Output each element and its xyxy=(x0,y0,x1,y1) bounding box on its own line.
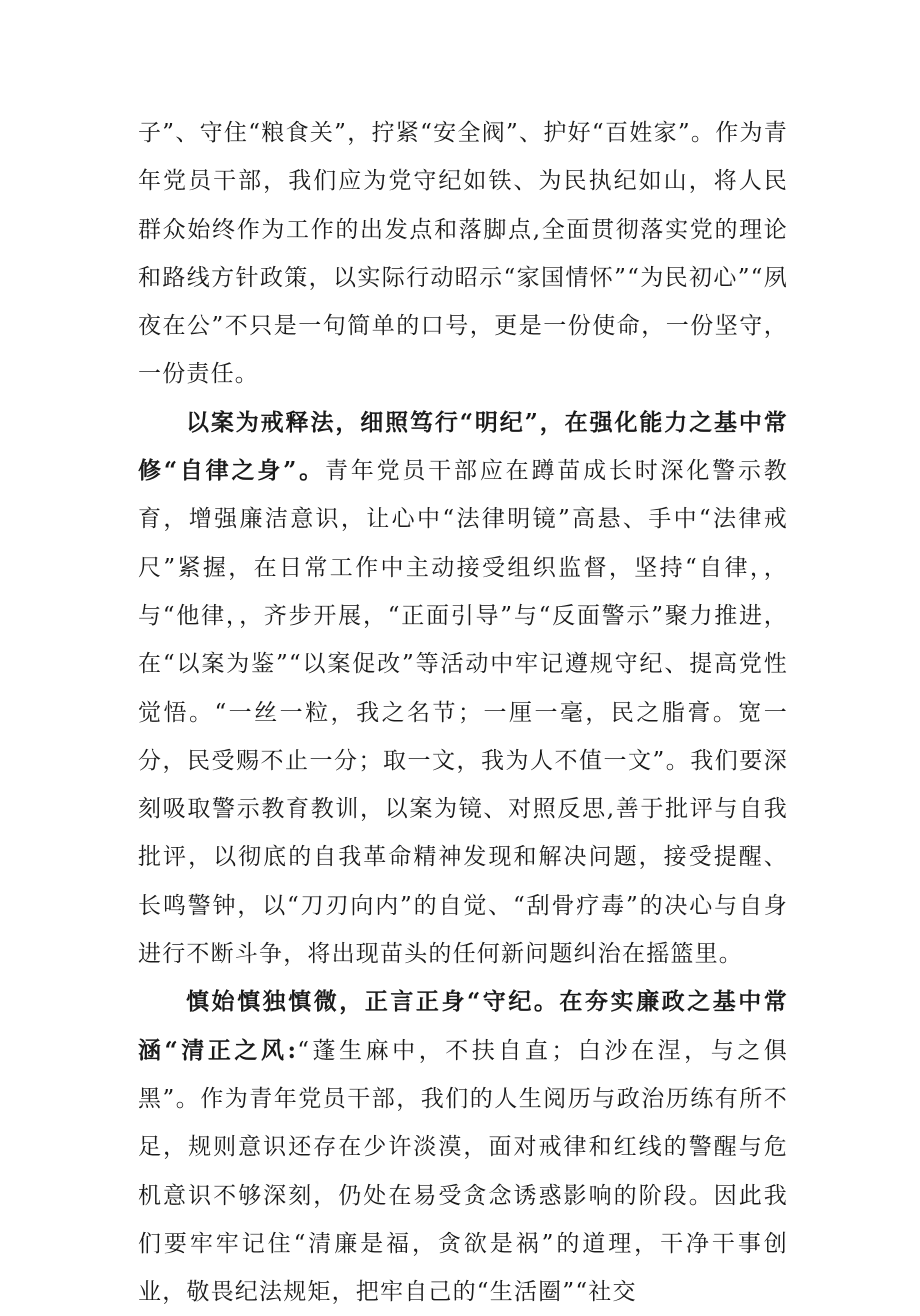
paragraph-text: 青年党员干部应在蹲苗成长时深化警示教育，增强廉洁意识，让心中“法律明镜”高悬、手中“法律戒尺”紧握，在日常工作中主动接受组织监督，坚持“自律，，与“他律，，齐步开展，“正面引导”与“反面警示”聚力推进，在“以案为鉴”“以案促改”等活动中牢记遵规守纪、提高党性觉悟。“一丝一粒，我之名节；一厘一毫，民之脂膏。宽一分，民受赐不止一分；取一文，我为人不值一文”。我们要深刻吸取警示教育教训，以案为镜、对照反思,善于批评与自我批评，以彻底的自我革命精神发现和解决问题，接受提醒、长鸣警钟，以“刀刃向内”的自觉、“刮骨疗毒”的决心与自身进行不断斗争，将出现苗头的任何新问题纠治在摇篮里。 xyxy=(138,458,788,968)
paragraph-lead-heading: 慎始慎独慎微，正言正身“守纪。在夯实廉政之基中常涵“清正之风: xyxy=(138,988,788,1064)
paragraph-continuation xyxy=(138,109,788,399)
paragraph-text: “蓬生麻中，不扶自直；白沙在涅，与之俱黑”。作为青年党员干部，我们的人生阅历与政治历练有所不足，规则意识还存在少许淡漠，面对戒律和红线的警醒与危机意识不够深刻，仍处在易受贪念诱惑影响的阶段。因此我们要牢牢记住“清廉是福，贪欲是祸”的道理，干净干事创业，敬畏纪法规矩，把牢自己的“生活圈”“社交 xyxy=(138,1037,788,1306)
document-body xyxy=(138,109,788,1316)
paragraph-lead-heading: 以案为戒释法，细照笃行“明纪”，在强化能力之基中常修“自律之身”。 xyxy=(138,408,788,485)
paragraph-text: 子”、守住“粮食关”，拧紧“安全阀”、护好“百姓家”。作为青年党员干部，我们应为党守纪如铁、为民执纪如山，将人民群众始终作为工作的出发点和落脚点,全面贯彻落实党的理论和路线方针政策，以实际行动昭示“家国情怀”“为民初心”“夙夜在公”不只是一句简单的口号，更是一份使命，一份坚守，一份责任。 xyxy=(138,120,788,388)
paragraph-integrity xyxy=(138,978,788,1316)
paragraph-discipline-law xyxy=(138,399,788,979)
